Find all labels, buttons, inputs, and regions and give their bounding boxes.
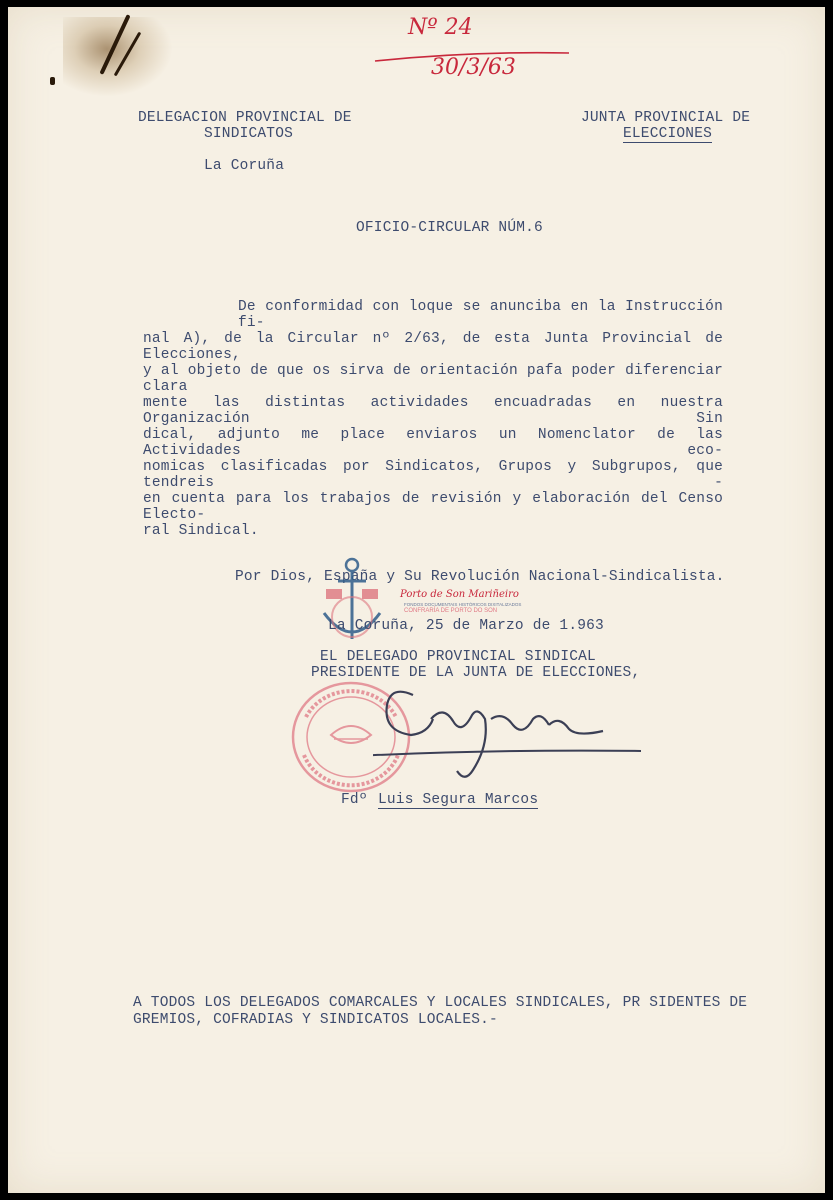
body-line: nomicas clasificadas por Sindicatos, Grupos y Subgrupos, que tendreis - — [143, 459, 723, 491]
body-line: y al objeto de que os sirva de orientación pafa poder diferenciar clara — [143, 363, 723, 395]
place-date: La Coruña, 25 de Marzo de 1.963 — [328, 618, 604, 634]
header-city: La Coruña — [204, 158, 285, 174]
document-page — [8, 7, 825, 1193]
recipients-line2: GREMIOS, COFRADIAS Y SINDICATOS LOCALES.- — [133, 1012, 498, 1028]
body-line: nal A), de la Circular nº 2/63, de esta Junta Provincial de Elecciones, — [143, 331, 723, 363]
burn-stain — [63, 17, 173, 97]
recipients-line1: A TODOS LOS DELEGADOS COMARCALES Y LOCALES SINDICALES, PR SIDENTES DE — [133, 995, 748, 1011]
signer-name: Luis Segura Marcos — [378, 792, 539, 808]
header-right-line1: JUNTA PROVINCIAL DE — [581, 110, 751, 126]
body-line: dical, adjunto me place enviaros un Nomenclator de las Actividades eco- — [143, 427, 723, 459]
header-left-line1: DELEGACION PROVINCIAL DE — [138, 110, 352, 126]
watermark-line1: FONDOS DOCUMENTAIS HISTÓRICOS DIXITALIZADOS — [404, 602, 522, 607]
header-left-line2: SINDICATOS — [204, 126, 294, 142]
handwritten-signature — [373, 675, 643, 785]
header-right-line2: ELECCIONES — [623, 126, 713, 142]
document-title: OFICIO-CIRCULAR NÚM.6 — [356, 220, 543, 236]
body-line: ral Sindical. — [143, 523, 259, 539]
signer-prefix: Fdº — [341, 792, 368, 808]
burn-mark — [50, 77, 55, 85]
body-line: mente las distintas actividades encuadradas en nuestra Organización Sin — [143, 395, 723, 427]
watermark-brand: Porto de Son Mariñeiro — [400, 589, 519, 600]
body-line: De conformidad con loque se anunciba en la Instrucción fi- — [238, 299, 723, 331]
handwritten-underline — [373, 47, 573, 67]
watermark-line2: CONFRARÍA DE PORTO DO SON — [404, 608, 498, 614]
salutation: Por Dios, España y Su Revolución Nacional-Sindicalista. — [235, 569, 725, 585]
signer-title-2: PRESIDENTE DE LA JUNTA DE ELECCIONES, — [311, 665, 641, 681]
signer-title-1: EL DELEGADO PROVINCIAL SINDICAL — [320, 649, 596, 665]
handwritten-number: Nº 24 — [408, 15, 473, 40]
handwritten-date: 30/3/63 — [431, 55, 516, 80]
body-line: en cuenta para los trabajos de revisión y elaboración del Censo Electo- — [143, 491, 723, 523]
